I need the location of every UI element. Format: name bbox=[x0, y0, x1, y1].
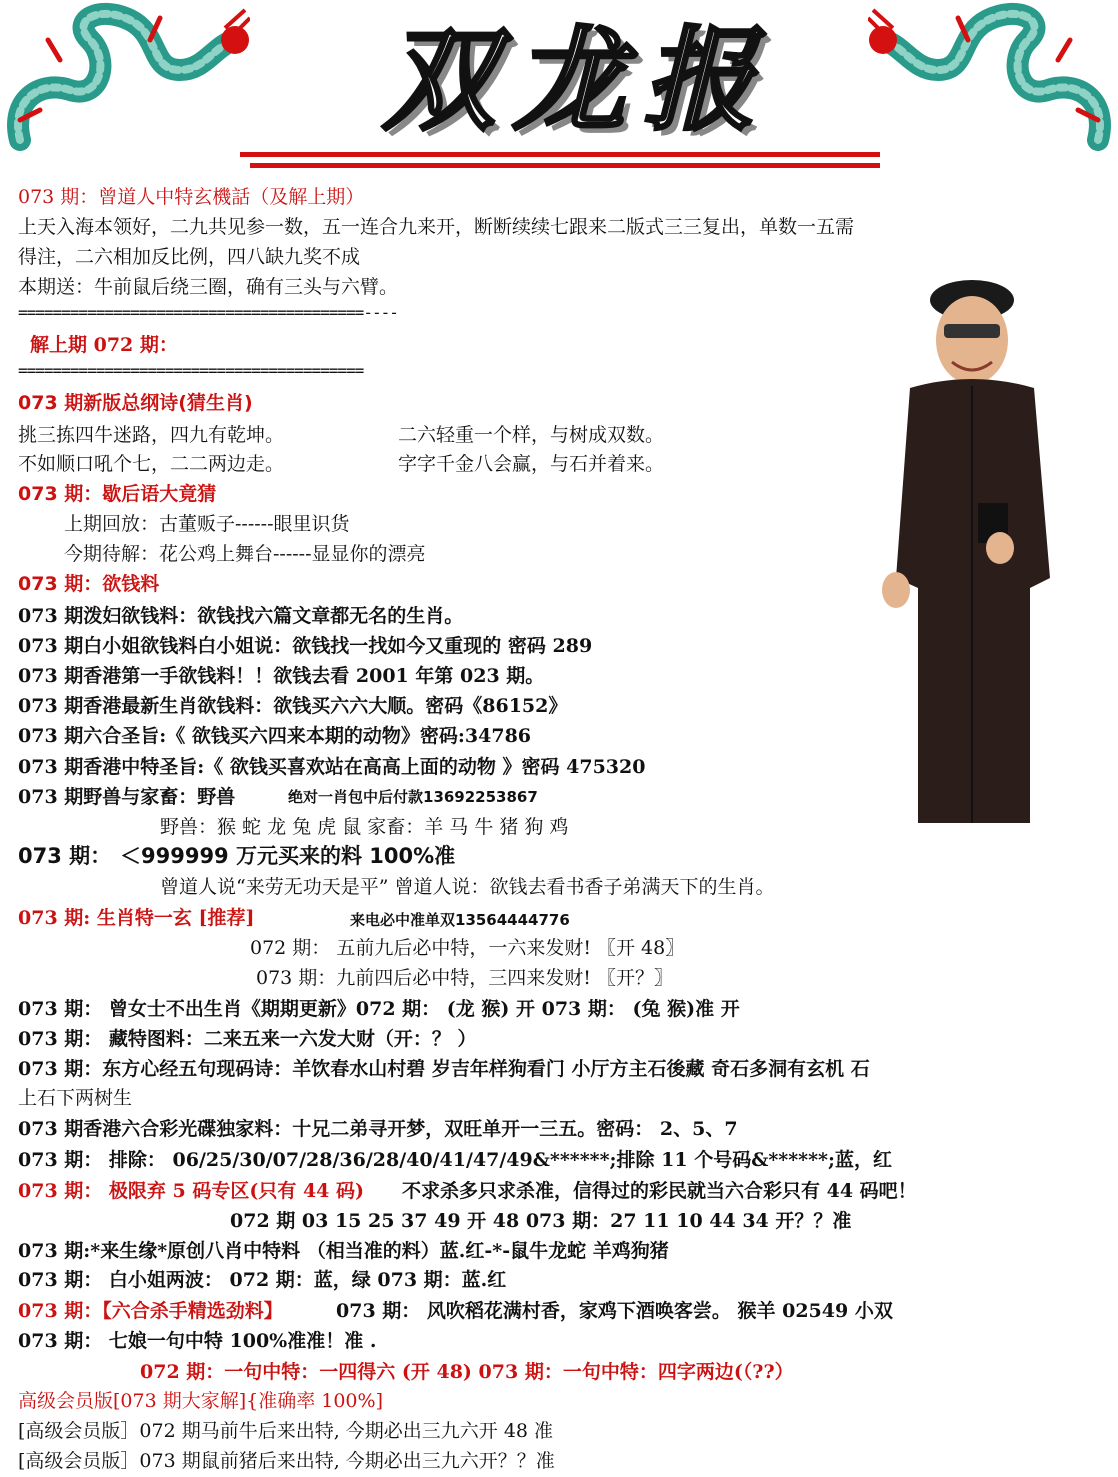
money-item-5: 073 期六合圣旨:《 欲钱买六四来本期的动物》密码:34786 bbox=[18, 725, 532, 747]
vip-line2: [高级会员版］073 期鼠前猪后来出特, 今期必出三九六开？？准 bbox=[18, 1450, 555, 1472]
killer-text: 073 期： 风吹稻花满村香，家鸡下酒唤客尝。 猴羊 02549 小双 bbox=[336, 1300, 893, 1322]
money-item-2: 073 期白小姐欲钱料白小姐说：欲钱找一找如今又重现的 密码 289 bbox=[18, 635, 593, 657]
title-underline-top bbox=[240, 152, 880, 157]
riddle-heading: 073 期：歇后语大竟猜 bbox=[18, 483, 217, 505]
poem-line1b: 二六轻重一个样，与树成双数。 bbox=[398, 424, 665, 446]
section1-heading: 073 期：曾道人中特玄機話（及解上期） bbox=[18, 186, 365, 208]
misc-line-6: 073 期： 排除： 06/25/30/07/28/36/28/40/41/47/49&******;排除 11 个号码&******;蓝，红 bbox=[18, 1149, 892, 1171]
misc-line-2: 073 期： 藏特图料：二来五来一六发大财（开：？ ） bbox=[18, 1028, 477, 1050]
limit-slogan: 不求杀多只求杀准，信得过的彩民就当六合彩只有 44 码吧！ bbox=[402, 1180, 917, 1202]
money-item-6: 073 期香港中特圣旨:《 欲钱买喜欢站在高高上面的动物 》密码 475320 bbox=[18, 756, 646, 778]
figure-illustration bbox=[880, 278, 1060, 823]
section1-line3: 本期送：牛前鼠后绕三圈，确有三头与六臂。 bbox=[18, 276, 399, 298]
separator-2: ======================================== bbox=[18, 361, 364, 380]
oneline: 072 期：一句中特：一四得六 (开 48) 073 期：一句中特：四字两边(（??） bbox=[140, 1361, 794, 1383]
big-prefix: 073 期： bbox=[18, 844, 112, 868]
money-item-4: 073 期香港最新生肖欲钱料：欲钱买六六大顺。密码《86152》 bbox=[18, 695, 568, 717]
poem-line1a: 挑三拣四牛迷路，四九有乾坤。 bbox=[18, 424, 285, 446]
qiniang-line: 073 期： 七娘一句中特 100%准准！准 . bbox=[18, 1330, 377, 1352]
beast-ad: 绝对一肖包中后付款13692253867 bbox=[288, 788, 538, 806]
quote-line: 曾道人说“来劳无功天是平” 曾道人说：欲钱去看书香子弟满天下的生肖。 bbox=[160, 876, 775, 898]
vip-line1: [高级会员版］072 期马前牛后来出特, 今期必出三九六开 48 准 bbox=[18, 1420, 554, 1442]
money-item-1: 073 期泼妇欲钱料：欲钱找六篇文章都无名的生肖。 bbox=[18, 605, 464, 627]
money-item-3: 073 期香港第一手欲钱料！！欲钱去看 2001 年第 023 期。 bbox=[18, 665, 545, 687]
zodiac-heading: 073 期: 生肖特一玄 [推荐] bbox=[18, 907, 255, 929]
beast-label: 073 期野兽与家畜：野兽 bbox=[18, 786, 236, 808]
misc-line-1: 073 期： 曾女士不出生肖《期期更新》072 期： (龙 猴) 开 073 期： (兔 猴)准 开 bbox=[18, 998, 740, 1020]
separator-1: ========================================---- bbox=[18, 303, 398, 322]
limit-heading: 073 期： 极限弃 5 码专区(只有 44 码) bbox=[18, 1180, 364, 1202]
big-text: ＜999999 万元买来的料 100%准 bbox=[120, 844, 456, 868]
masthead-title bbox=[258, 16, 898, 146]
riddle-previous: 上期回放：古董贩子------眼里识货 bbox=[64, 513, 350, 535]
misc-line-5: 073 期香港六合彩光碟独家料：十兄二弟寻开梦，双旺单开一三五。密码： 2、5、7 bbox=[18, 1118, 738, 1140]
masthead-title-text: 双龙报 bbox=[383, 16, 773, 146]
beast-line: 野兽：猴 蛇 龙 兔 虎 鼠 家畜：羊 马 牛 猪 狗 鸡 bbox=[160, 816, 569, 838]
section1-line2: 得注，二六相加反比例，四八缺九奖不成 bbox=[18, 246, 361, 268]
limit-line1: 072 期 03 15 25 37 49 开 48 073 期：27 11 10 44 34 开？？准 bbox=[230, 1210, 852, 1232]
title-underline-bottom bbox=[250, 163, 880, 168]
right-dragon-image bbox=[868, 0, 1118, 160]
poem-line2a: 不如顺口吼个七，二二两边走。 bbox=[18, 453, 285, 475]
more-line-1: 073 期:*来生缘*原创八肖中特料 （相当准的料）蓝.红-*-鼠牛龙蛇 羊鸡狗猪 bbox=[18, 1240, 669, 1262]
misc-line-4: 上石下两树生 bbox=[18, 1087, 133, 1109]
zodiac-line1: 072 期： 五前九后必中特，一六来发财! 〖开 48〗 bbox=[250, 937, 685, 959]
zodiac-line2: 073 期：九前四后必中特，三四来发财! 〖开？〗 bbox=[256, 967, 673, 989]
section1-line1: 上天入海本领好，二九共见参一数，五一连合九来开，断断续续七跟来二版式三三复出，单数一五需 bbox=[18, 216, 855, 238]
prev-answer-label: 解上期 072 期： bbox=[30, 334, 178, 356]
killer-heading: 073 期：【六合杀手精选劲料】 bbox=[18, 1300, 283, 1322]
more-line-2: 073 期： 白小姐两波： 072 期：蓝，绿 073 期：蓝.红 bbox=[18, 1269, 507, 1291]
zodiac-ad: 来电必中准单双13564444776 bbox=[350, 911, 570, 929]
left-dragon-image bbox=[0, 0, 250, 160]
misc-line-3: 073 期：东方心经五句现码诗：羊饮春水山村碧 岁吉年样狗看门 小厅方主石後藏 奇石多洞有玄机 石 bbox=[18, 1058, 870, 1080]
poem-heading: 073 期新版总纲诗(猜生肖) bbox=[18, 392, 253, 414]
money-heading: 073 期：欲钱料 bbox=[18, 573, 160, 595]
riddle-current: 今期待解：花公鸡上舞台------显显你的漂亮 bbox=[64, 543, 426, 565]
vip-heading: 高级会员版[073 期大家解]{准确率 100%] bbox=[18, 1390, 383, 1412]
poem-line2b: 字字千金八会赢，与石并着来。 bbox=[398, 453, 665, 475]
